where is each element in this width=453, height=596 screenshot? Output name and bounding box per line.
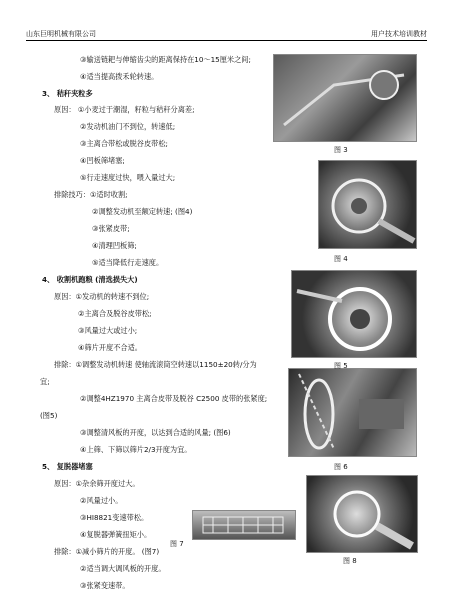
figure-7-caption: 图 7 [170,540,184,548]
figure-4-drawing [319,161,416,248]
text-line: ②风量过小。 [80,496,123,505]
figure-8-drawing [307,476,417,552]
text-line: 宜; [40,377,50,386]
text-line: ④上筛、下筛以筛片2/3开度为宜。 [80,445,192,454]
figure-6-drawing [289,369,416,456]
text-line: ④凹板筛堵塞; [80,156,125,165]
figure-7-drawing [193,511,295,539]
section-heading: 4、 收割机跑粮 (清选损失大) [42,275,138,284]
page-header [26,29,427,41]
figure-8-photo [306,475,418,553]
figure-6-caption: 图 6 [334,463,348,471]
text-line: ③主离合带松或脱谷皮带松; [80,139,168,148]
text-line: ②主离合及脱谷皮带松; [78,309,152,318]
figure-5-drawing [292,271,416,357]
text-line: 排除：①调整发动机转速 使轴流滚筒空转速以1150±20转/分为 [54,360,257,369]
figure-6-photo [288,368,417,457]
section-heading: 3、 秸秆夹粒多 [42,89,93,98]
figure-7-photo [192,510,296,540]
text-line: ②发动机油门不到位，转速低; [80,122,176,131]
text-line: 排除技巧：①适时收割; [54,190,128,199]
text-line: 原因： ①小麦过于潮湿，籽粒与秸秆分离差; [54,105,195,114]
header-company: 山东巨明机械有限公司 [26,30,96,38]
figure-3-drawing [274,55,416,141]
section-heading: 5、 复脱器堵塞 [42,462,93,471]
text-line: ②调整发动机至额定转速; (图4) [92,207,193,216]
text-line: ④清理凹板筛; [92,241,137,250]
figure-4-photo [318,160,417,249]
text-line: (图5) [40,411,58,420]
figure-8-caption: 图 8 [343,557,357,565]
text-line: ③输送链耙与伸缩齿尖的距离保持在10～15厘米之间; [80,55,251,64]
text-line: ②适当调大调风板的开度。 [80,564,166,573]
text-line: ③张紧皮带; [92,224,130,233]
figure-3-caption: 图 3 [334,146,348,154]
text-line: ③调整清风板的开度，以达到合适的风量; (图6) [80,428,231,437]
text-line: ④筛片开度不合适。 [78,343,142,352]
figure-3-photo [273,54,417,142]
header-title: 用户技术培训教材 [371,30,427,38]
text-line: ⑤行走速度过快，喂入量过大; [80,173,176,182]
text-line: 原因：①发动机的转速不到位; [54,292,150,301]
text-line: ②调整4HZ1970 主离合皮带及脱谷 C2500 皮带的张紧度; [80,394,268,403]
text-line: 原因：①杂余筛开度过大。 [54,479,140,488]
text-line: ④适当提高拨禾轮转速。 [80,72,159,81]
text-line: ③张紧变速带。 [80,581,130,590]
figure-5-photo [291,270,417,358]
text-line: ③风量过大或过小; [78,326,138,335]
text-line: 排除：①减小筛片的开度。 (图7) [54,547,160,556]
figure-4-caption: 图 4 [334,255,348,263]
text-line: ④复脱器弹簧扭矩小。 [80,530,152,539]
text-line: ③HI8821变速带松。 [80,513,149,522]
figure-5-caption: 图 5 [334,362,348,370]
text-line: ⑤适当降低行走速度。 [92,258,164,267]
